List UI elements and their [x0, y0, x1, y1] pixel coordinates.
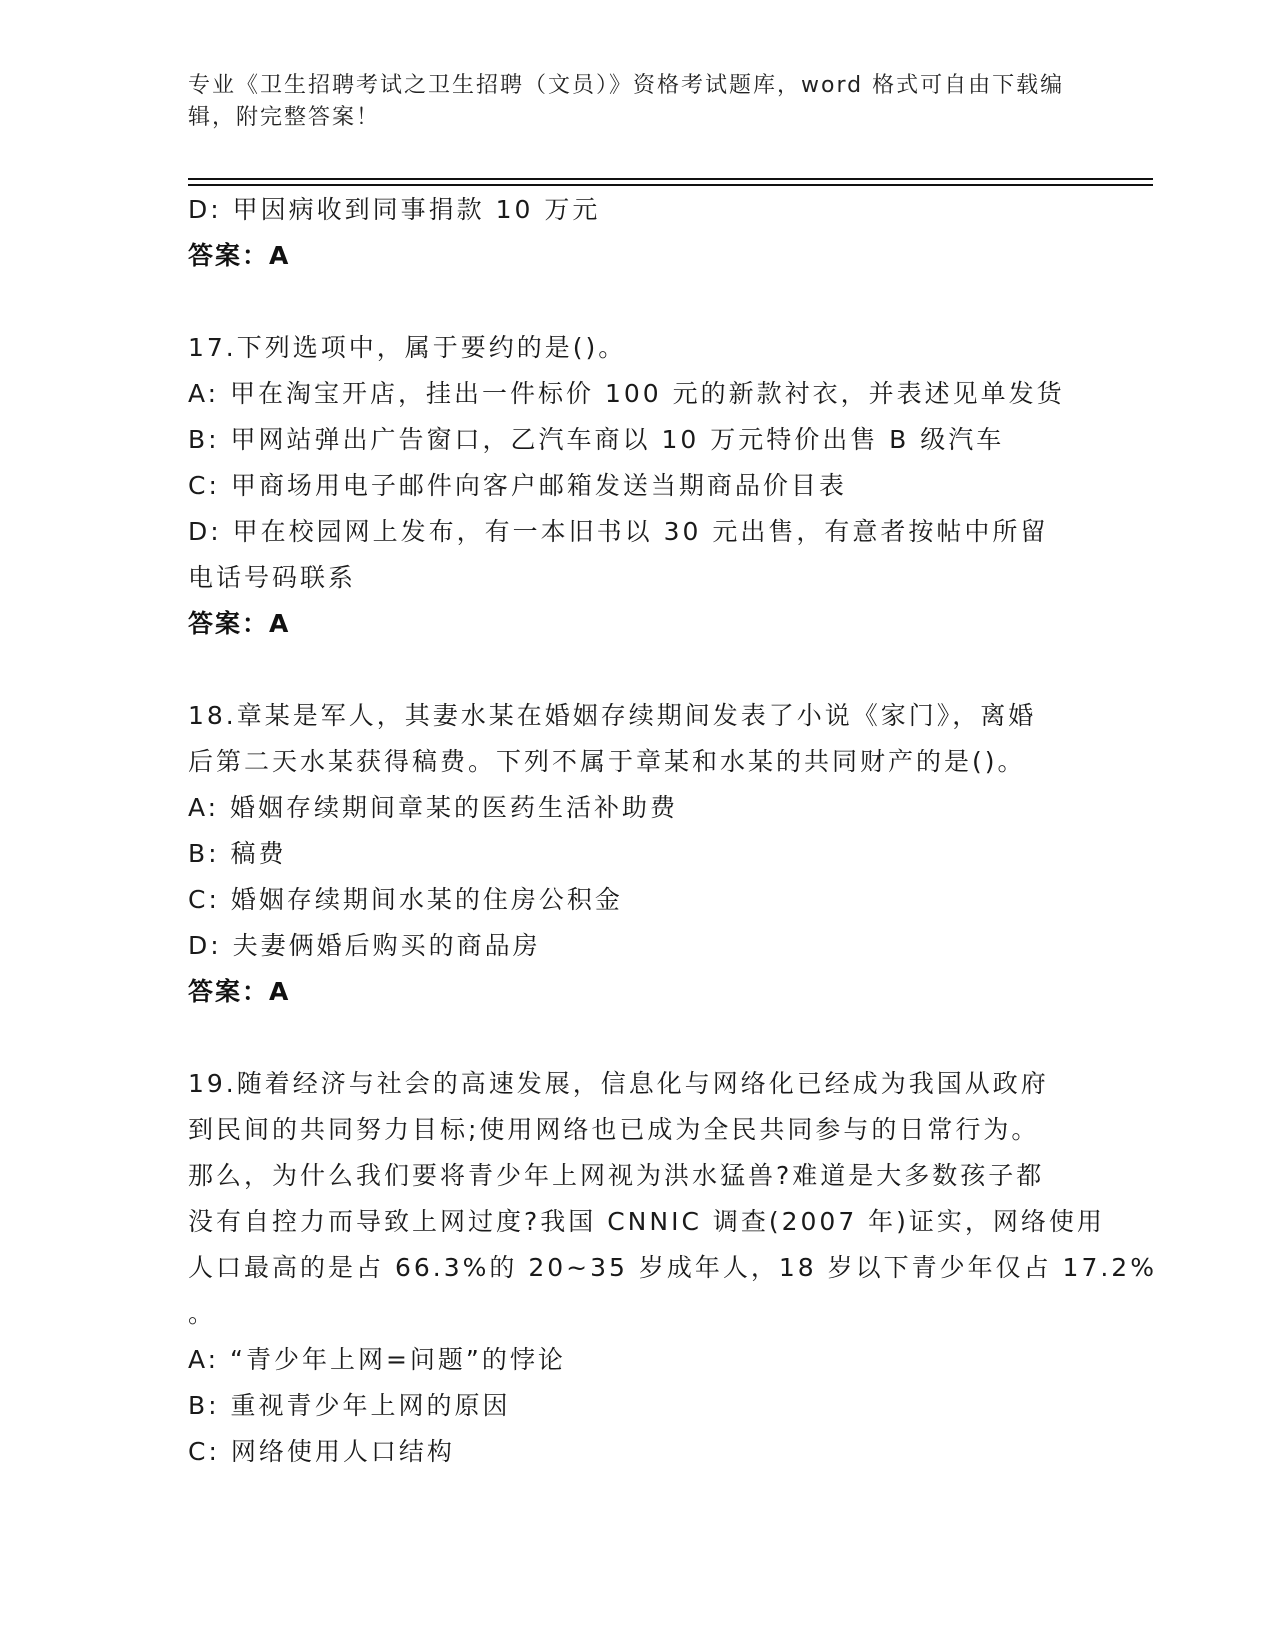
- q19-stem-line5: 人口最高的是占 66.3%的 20~35 岁成年人，18 岁以下青少年仅占 17.2%: [188, 1253, 1157, 1282]
- q19-option-a: A: “青少年上网=问题”的悖论: [188, 1345, 566, 1374]
- q17-stem: 17.下列选项中，属于要约的是()。: [188, 333, 627, 362]
- spacer: [188, 279, 1088, 325]
- q16-answer: 答案：A: [188, 241, 291, 270]
- question-18: [188, 693, 1088, 1015]
- header-rule-top: [188, 178, 1153, 180]
- q19-stem-line1: 19.随着经济与社会的高速发展，信息化与网络化已经成为我国从政府: [188, 1069, 1049, 1098]
- q19-stem-line6: 。: [188, 1299, 217, 1328]
- q18-stem-line1: 18.章某是军人，其妻水某在婚姻存续期间发表了小说《家门》，离婚: [188, 701, 1037, 730]
- question-19: [188, 1061, 1157, 1475]
- q19-stem-line4: 没有自控力而导致上网过度?我国 CNNIC 调查(2007 年)证实，网络使用: [188, 1207, 1105, 1236]
- q16-option-d: D: 甲因病收到同事捐款 10 万元: [188, 195, 601, 224]
- q17-option-b: B: 甲网站弹出广告窗口，乙汽车商以 10 万元特价出售 B 级汽车: [188, 425, 1005, 454]
- q18-option-b: B: 稿费: [188, 839, 287, 868]
- q17-option-a: A: 甲在淘宝开店，挂出一件标价 100 元的新款衬衣，并表述见单发货: [188, 379, 1065, 408]
- q19-option-b: B: 重视青少年上网的原因: [188, 1391, 511, 1420]
- q18-option-d: D: 夫妻俩婚后购买的商品房: [188, 931, 541, 960]
- q17-option-d-line2: 电话号码联系: [188, 563, 357, 592]
- question-16-tail: [188, 187, 1088, 279]
- document-header-text: 专业《卫生招聘考试之卫生招聘（文员）》资格考试题库，word 格式可自由下载编辑，附完整答案！: [188, 73, 1065, 130]
- q19-stem-line3: 那么，为什么我们要将青少年上网视为洪水猛兽?难道是大多数孩子都: [188, 1161, 1045, 1190]
- q18-stem-line2: 后第二天水某获得稿费。下列不属于章某和水某的共同财产的是()。: [188, 747, 1026, 776]
- spacer: [188, 647, 1088, 693]
- q17-option-d-line1: D: 甲在校园网上发布，有一本旧书以 30 元出售，有意者按帖中所留: [188, 517, 1049, 546]
- spacer: [188, 1015, 1088, 1061]
- question-17: [188, 325, 1088, 647]
- q18-option-a: A: 婚姻存续期间章某的医药生活补助费: [188, 793, 679, 822]
- q18-answer: 答案：A: [188, 977, 291, 1006]
- header-rule-bottom: [188, 184, 1153, 186]
- document-content: [188, 187, 1157, 1475]
- q18-option-c: C: 婚姻存续期间水某的住房公积金: [188, 885, 623, 914]
- q19-option-c: C: 网络使用人口结构: [188, 1437, 455, 1466]
- q19-stem-line2: 到民间的共同努力目标;使用网络也已成为全民共同参与的日常行为。: [188, 1115, 1040, 1144]
- q17-answer: 答案：A: [188, 609, 291, 638]
- q17-option-c: C: 甲商场用电子邮件向客户邮箱发送当期商品价目表: [188, 471, 847, 500]
